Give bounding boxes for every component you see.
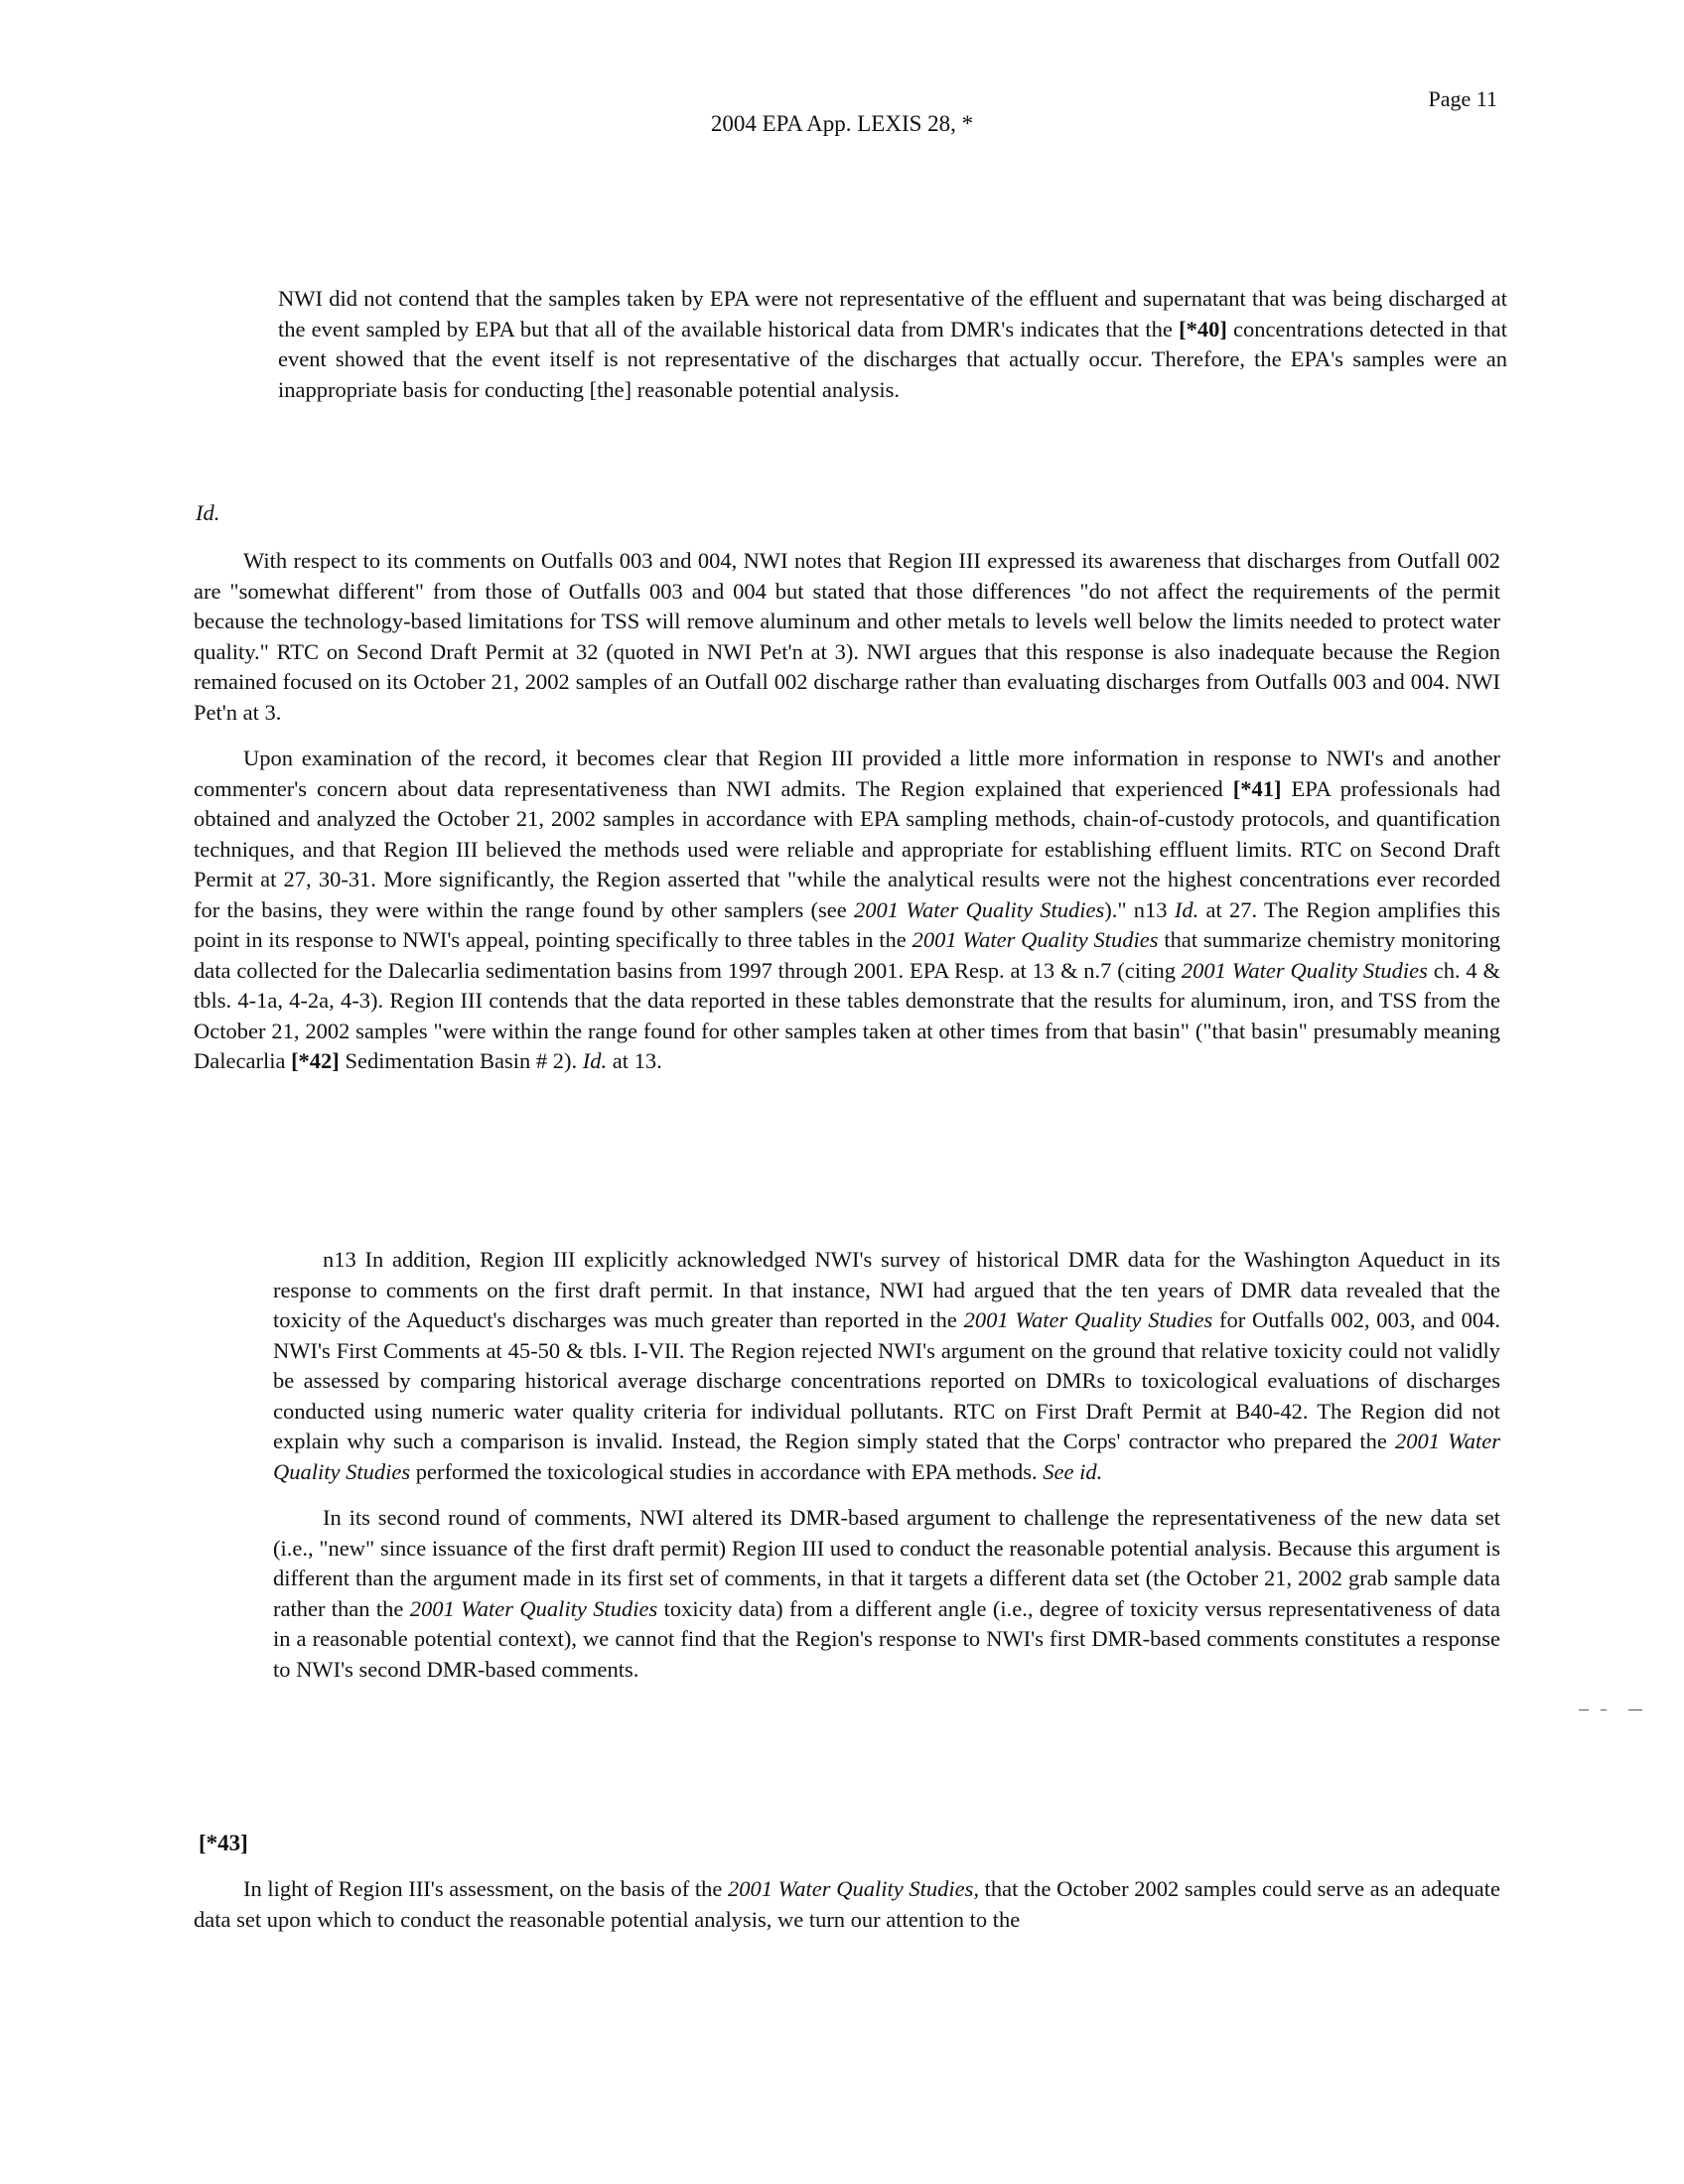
footnote-text: performed the toxicological studies in accordance with EPA methods. bbox=[415, 1458, 1038, 1484]
id-citation: Id. bbox=[1174, 896, 1199, 922]
body-section bbox=[194, 546, 1500, 1093]
paragraph-text: at 27. The Region amplifies this point in its response to NWI's appeal, pointing specifically to three tables in the bbox=[194, 896, 1501, 952]
footnote-text: toxicity data) from a different angle (i.e., degree of toxicity versus representativeness of data in a reasonable potential context), we cannot find that the Region's response to NWI's first DMR-based comments constitutes a response to NWI's second DMR-based comments. bbox=[273, 1595, 1501, 1682]
star-page-40: [*40] bbox=[1179, 316, 1227, 341]
case-title: 2001 Water Quality Studies, bbox=[727, 1876, 979, 1901]
case-title: 2001 Water Quality Studies bbox=[1181, 957, 1428, 983]
paragraph-text: EPA professionals had obtained and analyzed the October 21, 2002 samples in accordance with EPA sampling methods, chain-of-custody protocols, and quantification techniques, and that Region III believed the methods used were reliable and appropriate for establishing effluent limits. RTC on Second Draft Permit at 27, 30-31. More significantly, the Region asserted that "while the analytical results were not the highest concentrations ever recorded for the basins, they were within the range found by other samplers (see bbox=[194, 775, 1500, 922]
star-page-42: [*42] bbox=[291, 1048, 340, 1073]
star-page-41: [*41] bbox=[1232, 775, 1282, 801]
case-title: 2001 Water Quality Studies bbox=[912, 927, 1159, 952]
scan-artifact bbox=[1601, 1709, 1607, 1710]
paragraph-text: In light of Region III's assessment, on the basis of the bbox=[243, 1876, 723, 1901]
case-citation-header: 2004 EPA App. LEXIS 28, * bbox=[710, 111, 974, 136]
footnote-n13 bbox=[273, 1245, 1500, 1701]
footnote-text: In its second round of comments, NWI altered its DMR-based argument to challenge the representativeness of the new data set (i.e., "new" since issuance of the first draft permit) Region III used to conduct the reasonable potential analysis. Because this argument is different than the argument made in its first set of comments, in that it targets a different data set (the October 21, 2002 grab sample data rather than the bbox=[273, 1505, 1500, 1621]
block-quote bbox=[278, 284, 1507, 405]
footnote-text: n13 In addition, Region III explicitly acknowledged NWI's survey of historical DMR data for the Washington Aqueduct in its response to comments on the first draft permit. In that instance, NWI had argued that the ten years of DMR data revealed that the toxicity of the Aqueduct's discharges was much greater than reported in the bbox=[273, 1247, 1500, 1332]
paragraph-text: Sedimentation Basin # 2). bbox=[345, 1048, 578, 1073]
case-title: 2001 Water Quality Studies bbox=[854, 896, 1105, 922]
see-id-citation: See id. bbox=[1043, 1458, 1103, 1484]
paragraph-text: ch. 4 & tbls. 4-1a, 4-2a, 4-3). Region III contends that the data reported in these tables demonstrate that the results for aluminum, iron, and TSS from the October 21, 2002 samples "were within the range found for other samples taken at other times from that basin" ("that basin" presumably meaning Dalecarlia bbox=[194, 957, 1501, 1073]
block-quote-text: NWI did not contend that the samples taken by EPA were not representative of the effluent and supernatant that was being discharged at the event sampled by EPA but that all of the available historical data from DMR's indicates that the bbox=[278, 286, 1507, 341]
scan-artifact bbox=[1579, 1709, 1589, 1710]
paragraph-text: that summarize chemistry monitoring data collected for the Dalecarlia sedimentation basins from 1997 through 2001. EPA Resp. at 13 & n.7 (citing bbox=[194, 927, 1500, 983]
case-title: 2001 Water Quality Studies bbox=[409, 1595, 658, 1621]
footnote-text: for Outfalls 002, 003, and 004. NWI's First Comments at 45-50 & tbls. I-VII. The Region rejected NWI's argument on the ground that relative toxicity could not validly be assessed by comparing historical average discharge concentrations reported on DMRs to toxicological evaluations of discharges conducted using numeric water quality criteria for individual pollutants. RTC on First Draft Permit at B40-42. The Region did not explain why such a comparison is invalid. Instead, the Region simply stated that the Corps' contractor who prepared the bbox=[273, 1307, 1501, 1453]
paragraph-text: With respect to its comments on Outfalls 003 and 004, NWI notes that Region III expressed its awareness that discharges from Outfall 002 are "somewhat different" from those of Outfalls 003 and 004 but stated that those differences "do not affect the requirements of the permit because the technology-based limitations for TSS will remove aluminum and other metals to levels well below the limits needed to protect water quality." RTC on Second Draft Permit at 32 (quoted in NWI Pet'n at 3). NWI argues that this response is also inadequate because the Region remained focused on its October 21, 2002 samples of an Outfall 002 discharge rather than evaluating discharges from Outfalls 003 and 004. NWI Pet'n at 3. bbox=[194, 548, 1500, 725]
case-title: 2001 Water Quality Studies bbox=[963, 1307, 1213, 1332]
paragraph-text: at 13. bbox=[612, 1048, 662, 1073]
footnote-paragraph bbox=[273, 1503, 1500, 1685]
page-number: Page 11 bbox=[1428, 86, 1497, 111]
paragraph-text: that the October 2002 samples could serve as an adequate data set upon which to conduct the reasonable potential analysis, we turn our attention to the bbox=[194, 1876, 1501, 1932]
paragraph-examination bbox=[194, 744, 1500, 1077]
paragraph-light bbox=[194, 1874, 1500, 1935]
paragraph-outfalls bbox=[194, 546, 1500, 728]
footnote-paragraph bbox=[273, 1245, 1500, 1487]
paragraph-text: Upon examination of the record, it becomes clear that Region III provided a little more information in response to NWI's and another commenter's concern about data representativeness than NWI admits. The Region explained that experienced bbox=[194, 746, 1500, 801]
case-title: 2001 Water Quality Studies bbox=[273, 1429, 1501, 1484]
scan-artifact bbox=[1628, 1709, 1642, 1710]
final-paragraph bbox=[194, 1874, 1500, 1935]
star-page-43: [*43] bbox=[199, 1831, 248, 1855]
id-citation: Id. bbox=[196, 500, 220, 525]
id-citation: Id. bbox=[582, 1048, 608, 1073]
paragraph-text: )." n13 bbox=[1104, 896, 1168, 922]
block-quote-text: concentrations detected in that event showed that the event itself is not representative of the discharges that actually occur. Therefore, the EPA's samples were an inappropriate basis for conducting [the] reasonable potential analysis. bbox=[278, 316, 1508, 402]
